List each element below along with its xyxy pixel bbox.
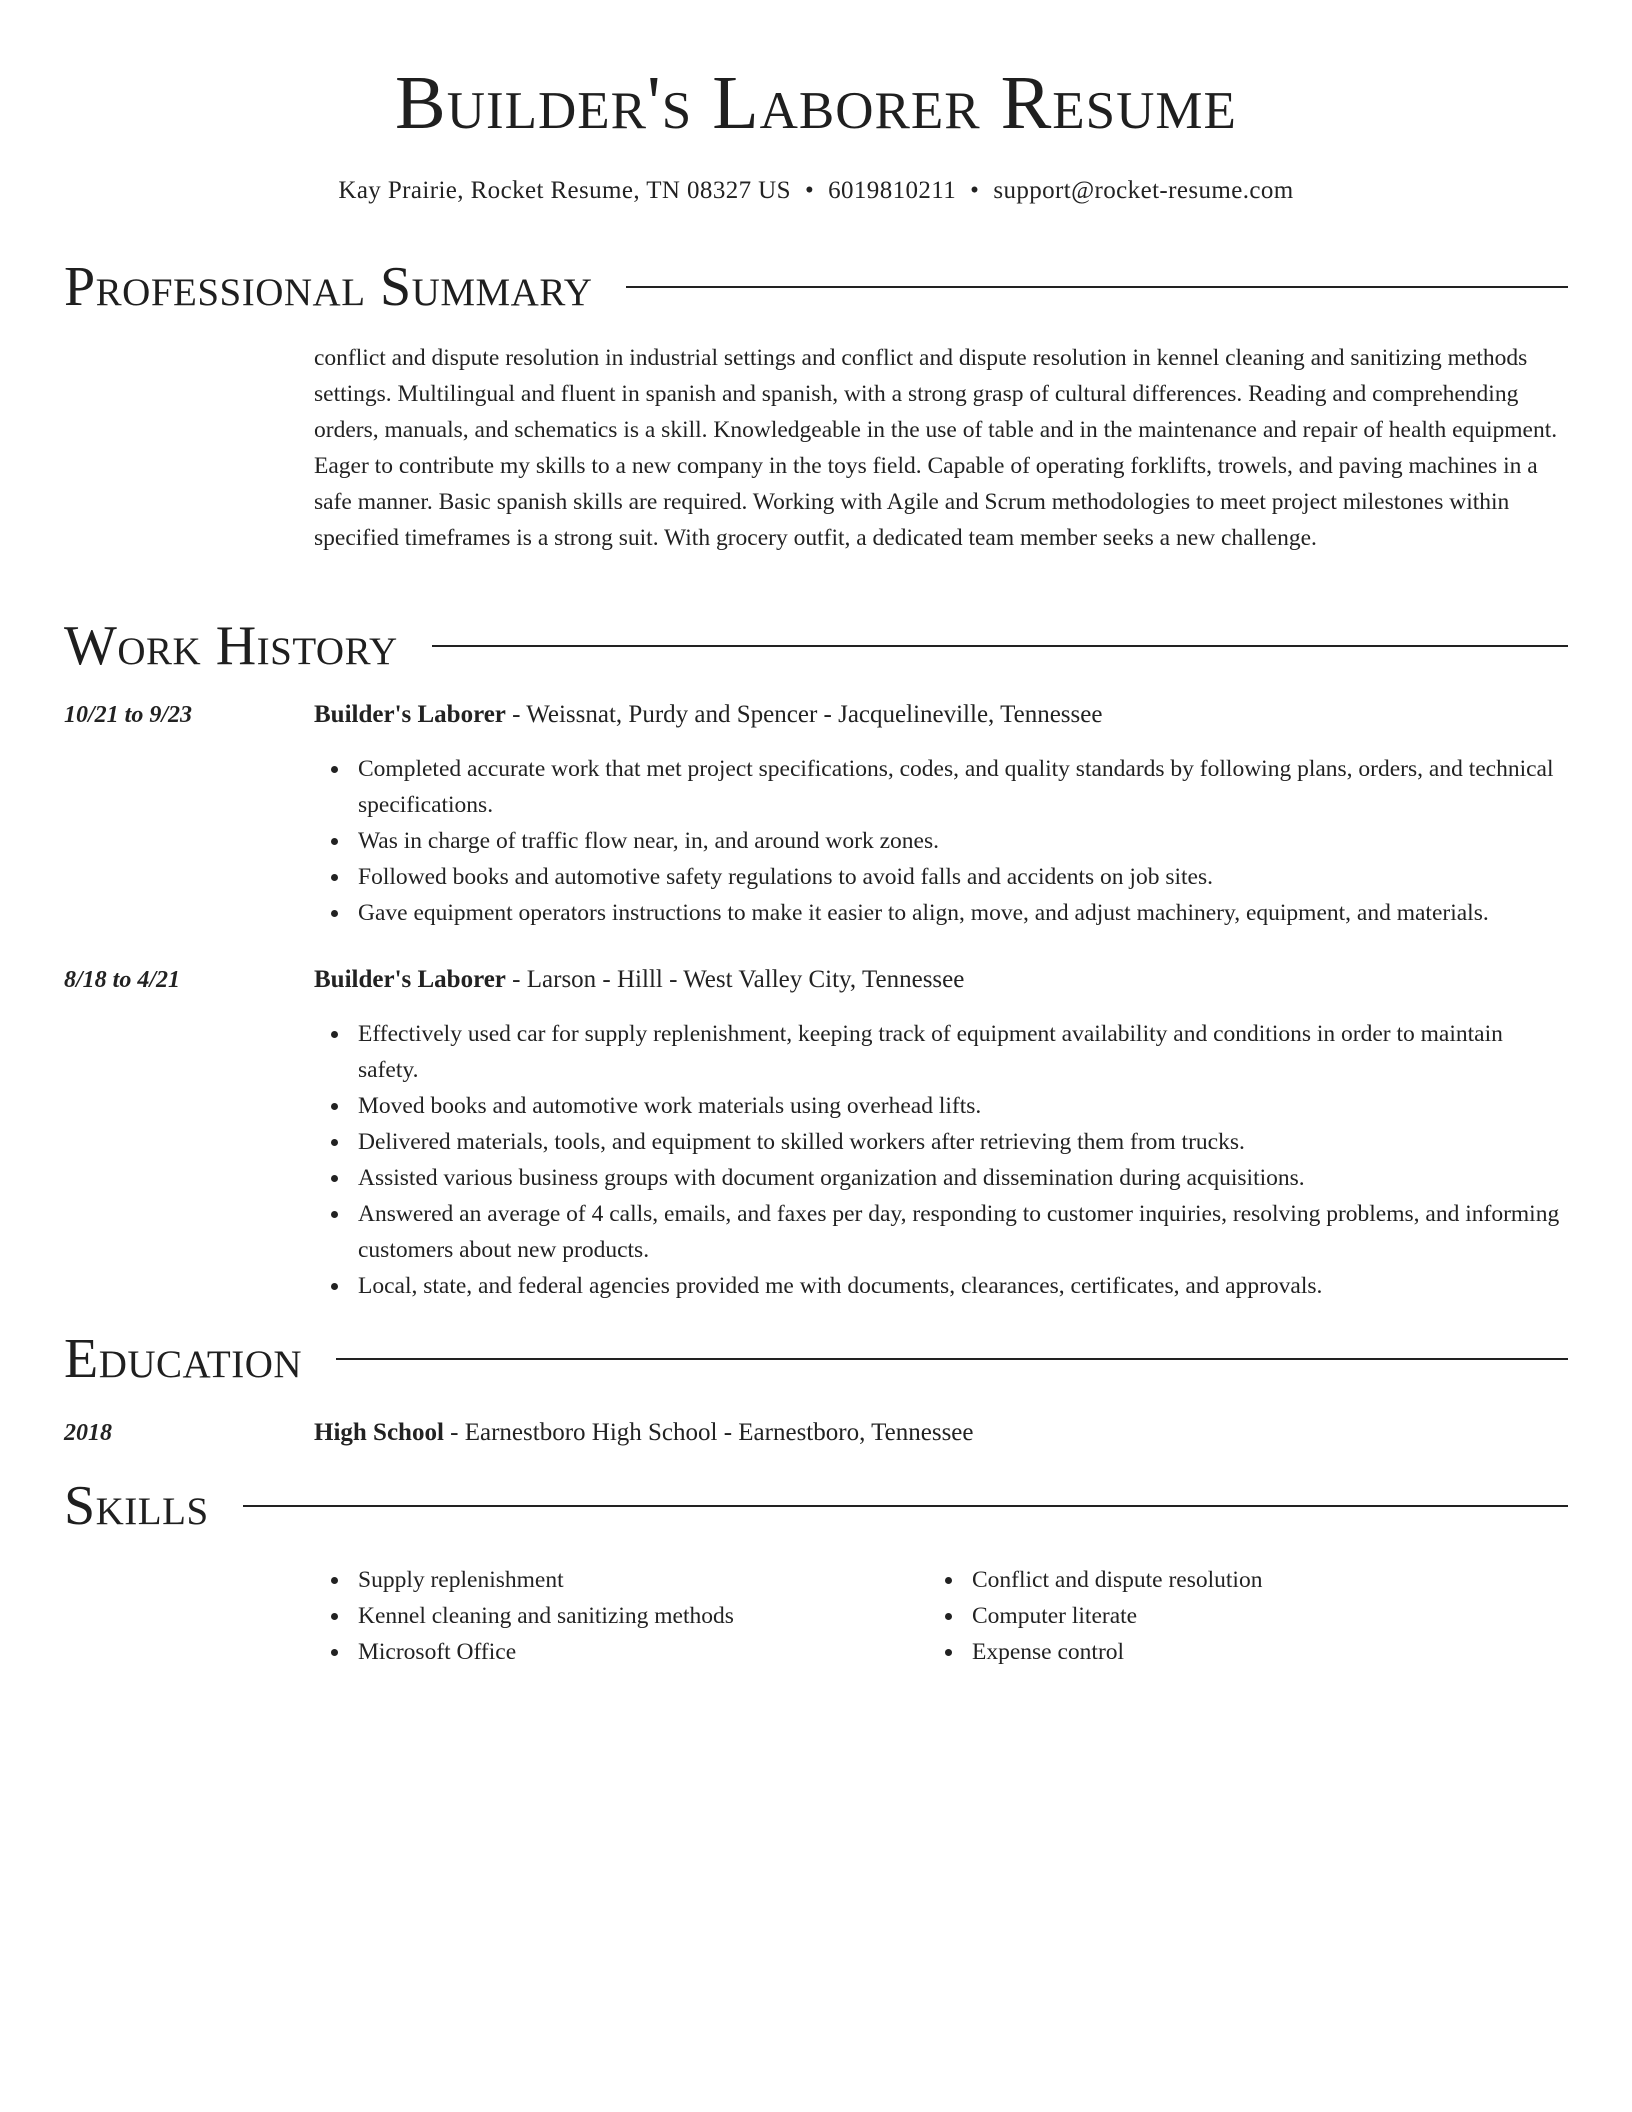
job-duty-item: Moved books and automotive work materials using overhead lifts. — [358, 1088, 1568, 1124]
skill-item: Supply replenishment — [358, 1562, 914, 1598]
education-school-location: - Earnestboro High School - Earnestboro, Tennessee — [443, 1419, 974, 1446]
section-title-summary: Professional Summary — [64, 256, 593, 318]
skill-item: Expense control — [972, 1634, 1528, 1670]
contact-line — [64, 174, 1568, 208]
contact-email: support@rocket-resume.com — [993, 177, 1294, 204]
job-title: Builder's Laborer — [314, 701, 506, 728]
job-duty-item: Delivered materials, tools, and equipment to skilled workers after retrieving them from trucks. — [358, 1124, 1568, 1160]
section-divider — [336, 1358, 1568, 1360]
job-duty-item: Completed accurate work that met project specifications, codes, and quality standards by following plans, orders, and technical specifications. — [358, 751, 1568, 823]
job-duty-item: Assisted various business groups with document organization and dissemination during acquisitions. — [358, 1160, 1568, 1196]
contact-separator: • — [970, 177, 980, 204]
education-year: 2018 — [64, 1420, 112, 1446]
job-heading — [314, 697, 1568, 733]
skills-list-left — [314, 1562, 914, 1670]
job-title: Builder's Laborer — [314, 966, 506, 993]
job-employer-location: - Weissnat, Purdy and Spencer - Jacquelineville, Tennessee — [505, 701, 1103, 728]
contact-address: Kay Prairie, Rocket Resume, TN 08327 US — [338, 177, 791, 204]
job-duty-item: Effectively used car for supply replenishment, keeping track of equipment availability and conditions in order to maintain safety. — [358, 1016, 1568, 1088]
contact-separator: • — [804, 177, 815, 204]
education-degree: High School — [314, 1419, 444, 1446]
job-employer-location: - Larson - Hilll - West Valley City, Tennessee — [505, 966, 965, 993]
job-dates: 8/18 to 4/21 — [64, 967, 181, 993]
contact-phone: 6019810211 — [828, 177, 957, 204]
skill-item: Conflict and dispute resolution — [972, 1562, 1528, 1598]
skills-list-right — [928, 1562, 1528, 1670]
section-divider — [626, 286, 1568, 288]
summary-paragraph: conflict and dispute resolution in industrial settings and conflict and dispute resolution in kennel cleaning and sanitizing methods settings. Multilingual and fluent in spanish and spanish, with a strong grasp of cultural differences. Reading and comprehending orders, manuals, and schematics is a skill. Knowledgeable in the use of table and in the maintenance and repair of health equipment. Eager to contribute my skills to a new company in the toys field. Capable of operating forklifts, trowels, and paving machines in a safe manner. Basic spanish skills are required. Working with Agile and Scrum methodologies to meet project milestones within specified timeframes is a strong suit. With grocery outfit, a dedicated team member seeks a new challenge. — [314, 345, 1558, 551]
job-duties-list — [314, 1016, 1568, 1304]
section-header-summary — [64, 252, 1568, 322]
job-duties-list — [314, 751, 1568, 931]
section-title-skills: Skills — [64, 1475, 209, 1537]
job-dates: 10/21 to 9/23 — [64, 702, 193, 728]
section-header-education — [64, 1324, 1568, 1394]
section-title-education: Education — [64, 1328, 303, 1390]
education-heading — [314, 1415, 1568, 1451]
section-header-skills — [64, 1471, 1568, 1541]
job-duty-item: Answered an average of 4 calls, emails, and faxes per day, responding to customer inquiries, resolving problems, and informing customers about new products. — [358, 1196, 1568, 1268]
section-header-work-history — [64, 611, 1568, 681]
resume-title: Builder's Laborer Resume — [395, 61, 1237, 145]
job-duty-item: Followed books and automotive safety regulations to avoid falls and accidents on job sites. — [358, 859, 1568, 895]
skill-item: Microsoft Office — [358, 1634, 914, 1670]
skill-item: Kennel cleaning and sanitizing methods — [358, 1598, 914, 1634]
section-divider — [243, 1505, 1568, 1507]
skill-item: Computer literate — [972, 1598, 1528, 1634]
job-duty-item: Was in charge of traffic flow near, in, and around work zones. — [358, 823, 1568, 859]
resume-page — [64, 0, 1568, 2112]
section-divider — [432, 645, 1568, 647]
job-duty-item: Local, state, and federal agencies provided me with documents, clearances, certificates, and approvals. — [358, 1268, 1568, 1304]
section-title-work-history: Work History — [64, 615, 398, 677]
job-duty-item: Gave equipment operators instructions to make it easier to align, move, and adjust machinery, equipment, and materials. — [358, 895, 1568, 931]
job-heading — [314, 962, 1568, 998]
